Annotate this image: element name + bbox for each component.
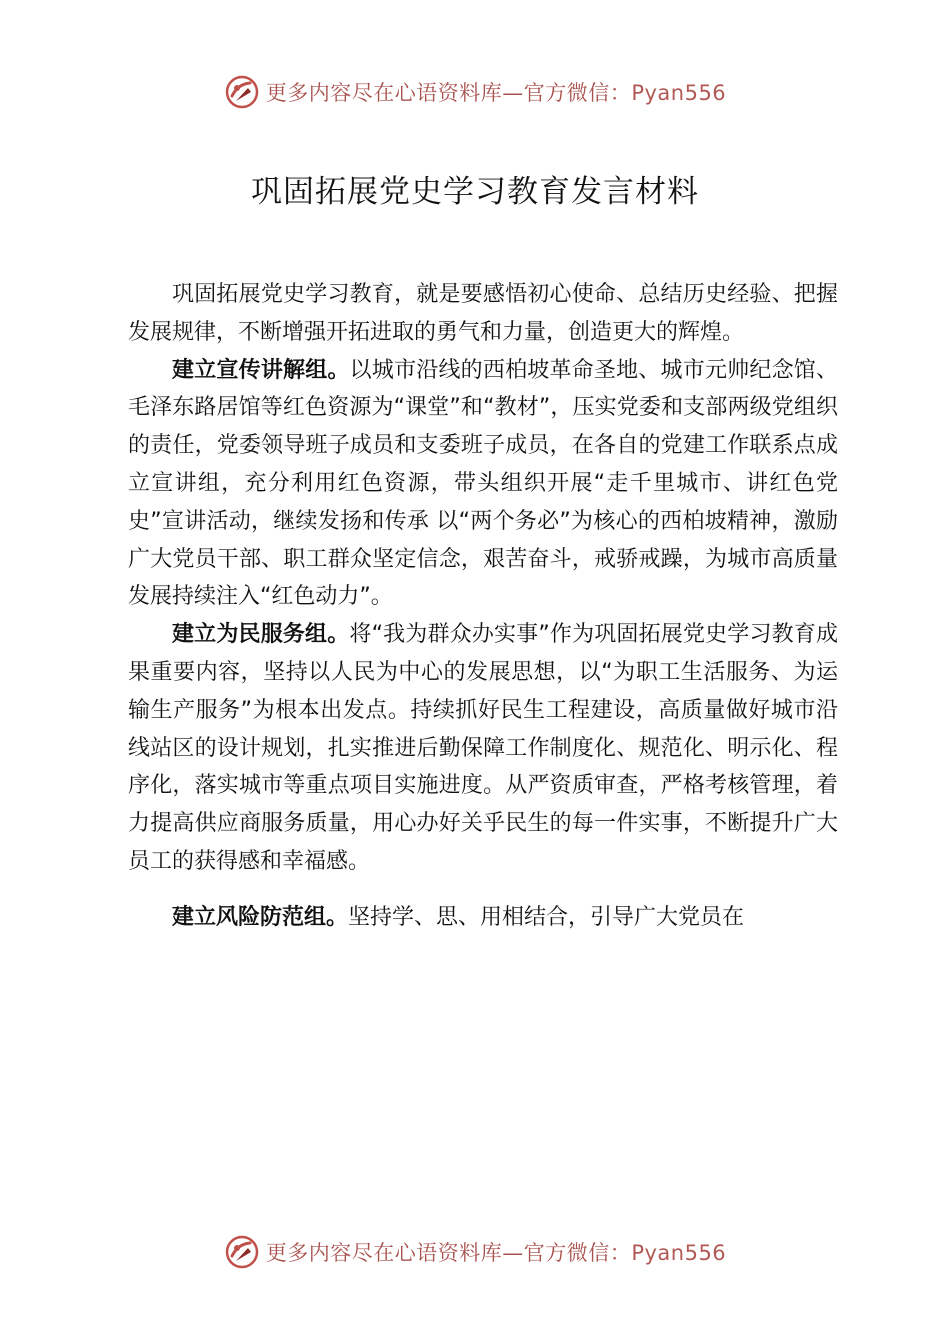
paragraph-lead: 建立风险防范组。	[172, 904, 349, 930]
document-title: 巩固拓展党史学习教育发言材料	[251, 174, 699, 210]
document-body	[128, 276, 838, 937]
banner-wechat-id: Pyan556	[631, 1241, 727, 1265]
paragraph-intro	[128, 276, 838, 352]
paragraph-lead: 建立为民服务组。	[172, 622, 350, 648]
paragraph-service-group	[128, 616, 838, 881]
paragraph-text: 巩固拓展党史学习教育，就是要感悟初心使命、总结历史经验、把握发展规律，不断增强开拓进取的勇气和力量，创造更大的辉煌。	[128, 282, 838, 345]
paragraph-publicity-group	[128, 352, 838, 617]
banner-wechat-id: Pyan556	[631, 81, 727, 105]
footer-banner	[0, 1230, 950, 1274]
banner-text: 更多内容尽在心语资料库—官方微信：	[265, 81, 632, 105]
brand-logo-icon	[224, 1234, 260, 1270]
banner-text: 更多内容尽在心语资料库—官方微信：	[265, 1241, 632, 1265]
header-banner	[0, 70, 950, 114]
paragraph-lead: 建立宣传讲解组。	[172, 357, 350, 383]
paragraph-text: 将“我为群众办实事”作为巩固拓展党史学习教育成果重要内容，坚持以人民为中心的发展思想，以“为职工生活服务、为运输生产服务”为根本出发点。持续抓好民生工程建设，高质量做好城市沿线站区的设计规划，扎实推进后勤保障工作制度化、规范化、明示化、程序化，落实城市等重点项目实施进度。从严资质审查，严格考核管理，着力提高供应商服务质量，用心办好关乎民生的每一件实事，不断提升广大员工的获得感和幸福感。	[128, 622, 838, 874]
brand-logo-icon	[224, 74, 260, 110]
paragraph-risk-group	[128, 899, 838, 937]
paragraph-text: 以城市沿线的西柏坡革命圣地、城市元帅纪念馆、毛泽东路居馆等红色资源为“课堂”和“教材”，压实党委和支部两级党组织的责任，党委领导班子成员和支委班子成员，在各自的党建工作联系点成立宣讲组，充分利用红色资源，带头组织开展“走千里城市、讲红色党史”宣讲活动，继续发扬和传承 以“两个务必”为核心的西柏坡精神，激励广大党员干部、职工群众坚定信念，艰苦奋斗，戒骄戒躁，为城市高质量发展持续注入“红色动力”。	[128, 357, 838, 610]
paragraph-text: 坚持学、思、用相结合，引导广大党员在	[348, 904, 745, 930]
